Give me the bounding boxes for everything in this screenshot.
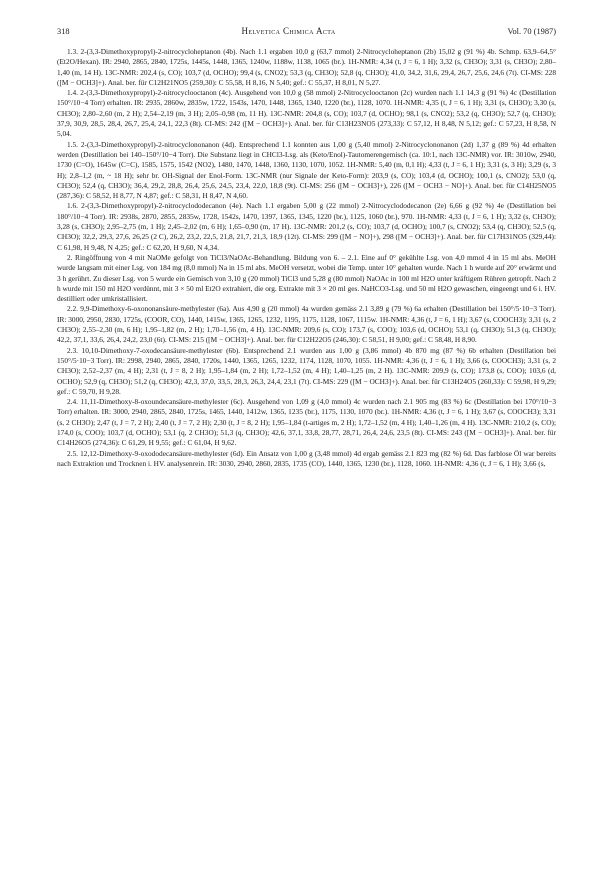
paragraph-2-2: 2.2. 9,9-Dimethoxy-6-oxononansäure-methylester (6a). Aus 4,90 g (20 mmol) 4a wurden gemäss 2.1 3,89 g (79 %) 6a erhalten (Destillation bei 150°/5·10−3 Torr). IR: 3000, 2950, 2830, 1725s, (COOR, CO), 1440, 1415w, 1365, 1265, 1232, 1195, 1175, 1128, 1067, 1115w. 1H-NMR: 4,36 (t, J = 6, 1 H); 3,67 (s, COOCH3); 3,31 (s, 2 CH3O); 2,55–2,30 (m, 6 H); 1,95–1,82 (m, 2 H); 1,70–1,56 (m, 4 H). 13C-NMR: 209,6 (s, CO); 173,7 (s, COO); 103,6 (d, OCHO); 53,1 (q, CH3O); 51,3 (q, CH3O); 42,2, 37,1, 33,6, 26,4, 24,2, 23,0 (6t). CI-MS: 215 ([M − OCH3]+). Anal. ber. für C12H22O5 (246,30): C 58,51, H 9,00; gef.: C 58,48, H 8,90. [57,304,556,345]
journal-title: Helvetica Chimica Acta [241,26,336,36]
volume-info: Vol. 70 (1987) [507,27,556,36]
paragraph-1-3: 1.3. 2-(3,3-Dimethoxypropyl)-2-nitrocycloheptanon (4b). Nach 1.1 ergaben 10,0 g (63,7 mmol) 2-Nitrocycloheptanon (2b) 15,02 g (91 %) 4b. Schmp. 63,9–64,5° (Et2O/Hexan). IR: 2940, 2865, 2840, 1725s, 1445s, 1448, 1365, 1240w, 1188w, 1138, 1065 (br.). 1H-NMR: 4,34 (t, J = 6, 1 H); 3,32 (s, CH3O); 3,31 (s, CH3O); 2,80–1,40 (m, 14 H). 13C-NMR: 202,4 (s, CO); 103,7 (d, OCHO); 99,4 (s, CNO2); 53,3 (q, CH3O); 52,8 (q, CH3O); 41,0, 34,2, 31,6, 29,4, 26,7, 25,6, 24,6 (7t). CI-MS: 228 ([M − OCH3]+). Anal. ber. für C12H21NO5 (259,30): C 55,58, H 8,16, N 5,40; gef.: C 55,37, H 8,01, N 5,27. [57,47,556,87]
page-number: 318 [57,27,70,36]
paragraph-1-4: 1.4. 2-(3,3-Dimethoxypropyl)-2-nitrocyclooctanon (4c). Ausgehend von 10,0 g (58 mmol) 2-Nitrocyclooctanon (2c) wurden nach 1.1 14,3 g (91 %) 4c (Destillation 150°/10−4 Torr) erhalten. IR: 2935, 2860w, 2835w, 1722, 1543s, 1470, 1448, 1365, 1340, 1220 (br.), 1128, 1070. 1H-NMR: 4,35 (t, J = 6, 1 H); 3,31 (s, CH3O); 3,30 (s, CH3O); 2,80–2,60 (m, 2 H); 2,54–2,19 (m, 3 H); 2,05–0,98 (m, 11 H). 13C-NMR: 204,8 (s, CO); 103,7 (d, OCHO); 98,1 (s, CNO2); 53,2 (q, CH3O); 52,7 (q, CH3O); 37,9, 30,9, 28,5, 28,4, 26,7, 25,4, 24,1, 22,3 (8t). CI-MS: 242 ([M − OCH3]+). Anal. ber. für C13H23NO5 (273,33): C 57,12, H 8,48, N 5,12; gef.: C 57,23, H 8,58, N 5,04. [57,88,556,139]
paragraph-1-5: 1.5. 2-(3,3-Dimethoxypropyl)-2-nitrocyclononanon (4d). Entsprechend 1.1 konnten aus 1,00 g (5,40 mmol) 2-Nitrocyclononanon (2d) 1,37 g (89 %) 4d erhalten werden (Destillation bei 140–150°/10−4 Torr). Die Substanz liegt in CHCl3-Lsg. als (Keto/Enol)-Tautomerengemisch (ca. 10:1, nach 13C-NMR) vor. IR: 3010w, 2940, 1730 (C=O), 1645w (C=C), 1585, 1575, 1542 (NO2), 1480, 1470, 1448, 1360, 1130, 1070, 1052. 1H-NMR: 5,40 (m, 0,1 H); 4,33 (t, J = 6, 1 H); 3,31 (s, 3 H); 3,29 (s, 3 H); 2,8–1,2 (m, ~ 18 H); sehr br. OH-Signal der Enol-Form. 13C-NMR (nur Signale der Keto-Form): 203,9 (s, CO); 103,4 (d, OCHO); 100,1 (s, CNO2); 53,0 (q, CH3O); 52,4 (q, CH3O); 36,4, 29,2, 28,8, 26,4, 25,6, 24,5, 23,4, 22,0, 18,8 (9t). CI-MS: 256 ([M − OCH3]+), 226 ([M − OCH3 − NO]+). Anal. ber. für C14H25NO5 (287,36): C 58,52, H 8,77, N 4,87; gef.: C 58,31, H 8,47, N 4,60. [57,139,556,201]
paragraph-1-6: 1.6. 2-(3,3-Dimethoxypropyl)-2-nitrocyclododecanon (4e). Nach 1.1 ergaben 5,00 g (22 mmol) 2-Nitrocyclododecanon (2e) 6,66 g (92 %) 4e (Destillation bei 180°/10−4 Torr). IR: 2938s, 2870, 2855, 2835w, 1728, 1542s, 1470, 1397, 1365, 1345, 1220 (br.), 1125, 1060 (br.), 970. 1H-NMR: 4,33 (t, J = 6, 1 H); 3,32 (s, CH3O); 3,28 (s, CH3O); 2,95–2,75 (m, 1 H); 2,45–2,02 (m, 6 H); 1,65–0,90 (m, 17 H). 13C-NMR: 201,2 (s, CO); 103,7 (d, OCHO); 100,7 (s, CNO2); 53,4 (q, CH3O); 52,5 (q, CH3O); 32,2, 29,3, 27,6, 26,25 (2 C), 26,2, 23,2, 22,5, 21,8, 21,7, 21,3, 18,9 (12t). CI-MS: 299 ([M − NO]+), 298 ([M − OCH3]+). Anal. ber. für C17H31NO5 (329,44): C 61,98, H 9,48, N 4,25; gef.: C 62,20, H 9,60, N 4,34. [57,201,556,252]
paragraph-2-3: 2.3. 10,10-Dimethoxy-7-oxodecansäure-methylester (6b). Entsprechend 2.1 wurden aus 1,00 g (3,86 mmol) 4b 870 mg (87 %) 6b erhalten (Destillation bei 150°/5·10−3 Torr). IR: 2998, 2940, 2865, 2840, 1720s, 1440, 1365, 1265, 1232, 1174, 1128, 1070, 1055. 1H-NMR: 4,36 (t, J = 6, 1 H); 3,66 (s, COOCH3); 3,31 (s, 2 CH3O); 2,52–2,37 (m, 4 H); 2,31 (t, J = 8, 2 H); 1,95–1,84 (m, 2 H); 1,72–1,52 (m, 4 H); 1,40–1,25 (m, 2 H). 13C-NMR: 209,9 (s, CO); 173,8 (s, COO); 103,6 (d, OCHO); 52,9 (q, CH3O); 51,2 (q, CH3O); 42,3, 37,0, 33,5, 28,3, 26,3, 24,4, 23,1 (7t). CI-MS: 229 ([M − OCH3]+). Anal. ber. für C13H24O5 (260,33): C 59,98, H 9,29; gef.: C 59,70, H 9,28. [57,345,556,396]
body-text [57,47,556,469]
paragraph-2-5: 2.5. 12,12-Dimethoxy-9-oxododecansäure-methylester (6d). Ein Ansatz von 1,00 g (3,48 mmol) 4d ergab gemäss 2.1 823 mg (82 %) 6d. Das farblose Öl war bereits nach Extraktion und Trocknen i. HV. analysenrein. IR: 3030, 2940, 2860, 2835, 1735 (CO), 1440, 1365, 1230 (br.), 1128, 1060. 1H-NMR: 4,36 (t, J = 6, 1 H); 3,66 (s, [57,448,556,468]
running-header [57,26,556,37]
paragraph-2-1: 2. Ringöffnung von 4 mit NaOMe gefolgt von TiCl3/NaOAc-Behandlung. Bildung von 6. – 2.1. Eine auf 0° gekühlte Lsg. von 4,0 mmol 4 in 15 ml abs. MeOH wurde langsam mit einer Lsg. von 184 mg (8,0 mmol) Na in 15 ml abs. MeOH versetzt, wobei die Temp. unter 10° gehalten wurde. Nach 1 h wurde auf 20° erwärmt und 3 h gerührt. Zu dieser Lsg. von 5 wurde ein Gemisch von 3,10 g (20 mmol) TiCl3 und 5,28 g (80 mmol) NaOAc in 100 ml H2O unter kräftigem Rühren getropft. Nach 2 h wurde mit 150 ml H2O verdünnt, mit 3 × 50 ml Et2O extrahiert, die org. Extrakte mit 3 × 20 ml ges. NaHCO3-Lsg. und 50 ml H2O gewaschen, eingeengt und 6 i. HV. destilliert oder umkristallisiert. [57,252,556,304]
paragraph-2-4: 2.4. 11,11-Dimethoxy-8-oxoundecansäure-methylester (6c). Ausgehend von 1,09 g (4,0 mmol) 4c wurden nach 2.1 905 mg (83 %) 6c (Destillation bei 170°/10−3 Torr) erhalten. IR: 3000, 2940, 2865, 2840, 1725s, 1465, 1440, 1412w, 1365, 1235 (br.), 1175, 1130, 1070 (br.). 1H-NMR: 4,36 (t, J = 6, 1 H); 3,67 (s, COOCH3); 3,31 (s, 2 CH3O); 2,47 (t, J = 7, 2 H); 2,40 (t, J = 7, 2 H); 2,30 (t, J = 8, 2 H); 1,95–1,84 (t-artiges m, 2 H); 1,72–1,52 (m, 4 H); 1,40–1,26 (m, 4 H). 13C-NMR: 210,2 (s, CO); 174,0 (s, COO); 103,7 (d, OCHO); 53,1 (q, 2 CH3O); 51,3 (q, CH3O); 42,6, 37,1, 33,8, 28,77, 28,71, 26,4, 24,6, 23,5 (8t). CI-MS: 243 ([M − OCH3]+). Anal. ber. für C14H26O5 (274,36): C 61,29, H 9,55; gef.: C 61,04, H 9,62. [57,397,556,448]
